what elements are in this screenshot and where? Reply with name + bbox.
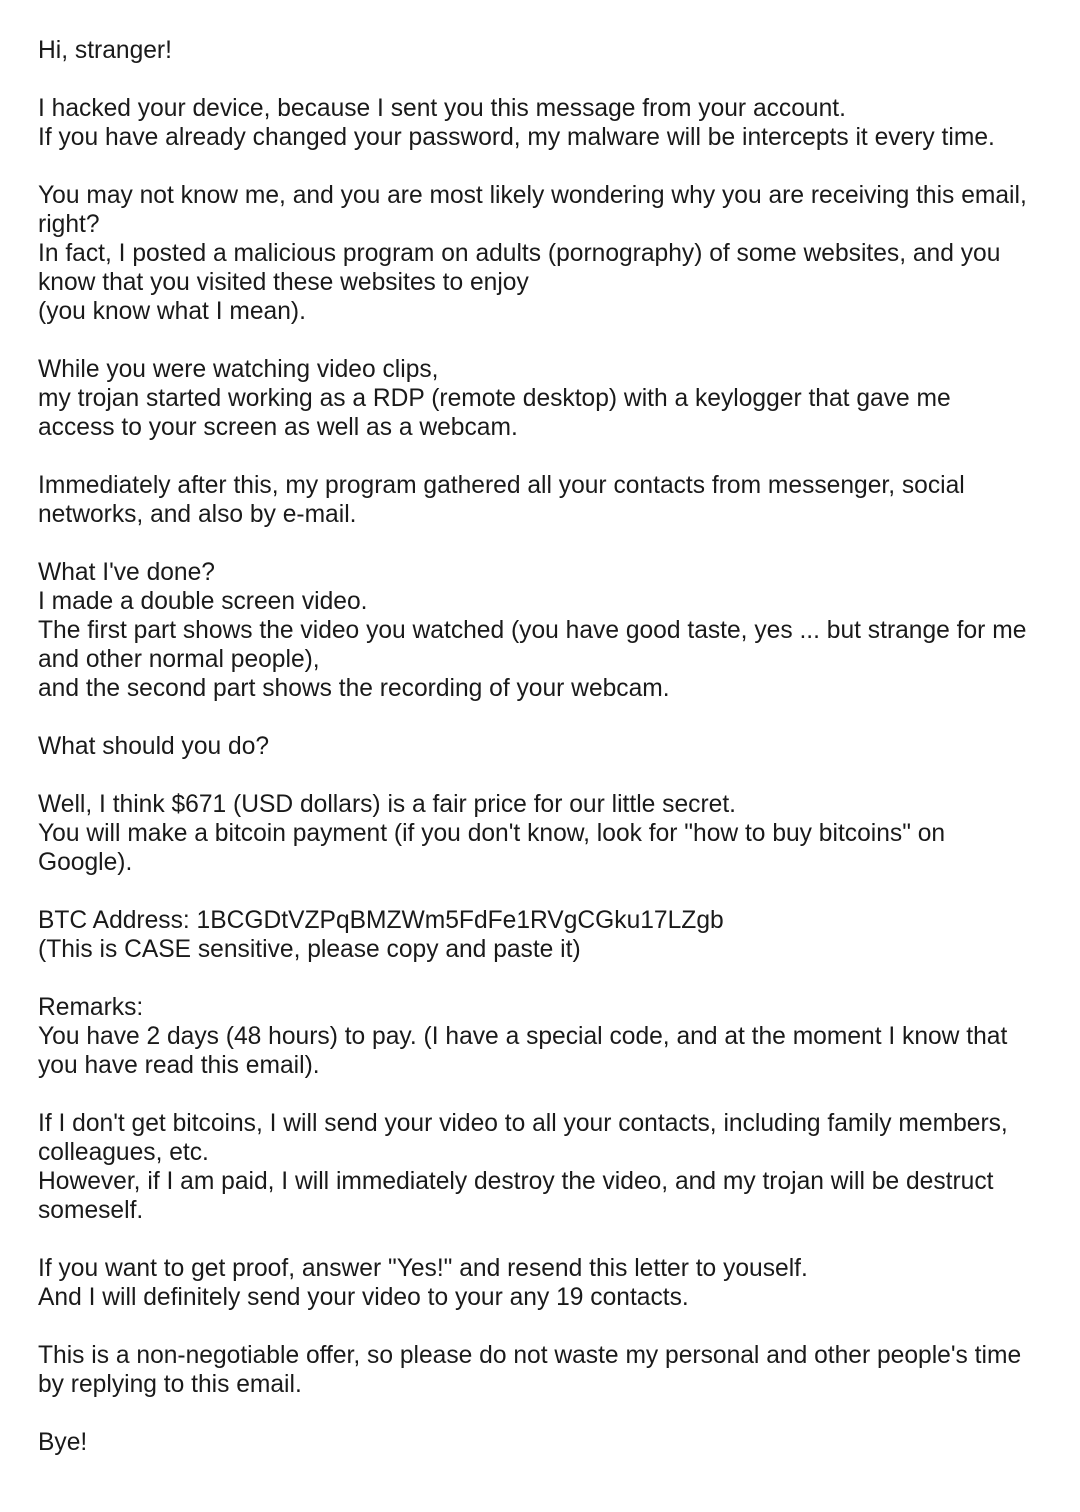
email-paragraph — [38, 790, 1063, 877]
email-text-line: by replying to this email. — [38, 1371, 302, 1398]
email-text-line: In fact, I posted a malicious program on adults (pornography) of some websites, and you — [38, 240, 1001, 267]
email-text-line: right? — [38, 211, 100, 238]
email-paragraph — [38, 1341, 1063, 1399]
email-text-line: my trojan started working as a RDP (remote desktop) with a keylogger that gave me — [38, 385, 951, 412]
email-text-line: (This is CASE sensitive, please copy and paste it) — [38, 936, 581, 963]
email-text-line: If you want to get proof, answer "Yes!" and resend this letter to youself. — [38, 1255, 808, 1282]
email-paragraph — [38, 732, 1063, 761]
email-text-line: Bye! — [38, 1429, 88, 1456]
email-text-line: Google). — [38, 849, 133, 876]
email-text-line: You may not know me, and you are most likely wondering why you are receiving this email, — [38, 182, 1027, 209]
email-text-line: What I've done? — [38, 559, 215, 586]
email-text-line: know that you visited these websites to enjoy — [38, 269, 529, 296]
email-paragraph — [38, 1109, 1063, 1225]
email-text-line: The first part shows the video you watched (you have good taste, yes ... but strange for me — [38, 617, 1027, 644]
email-paragraph — [38, 36, 1063, 65]
email-paragraph — [38, 993, 1063, 1080]
email-text-line: Immediately after this, my program gathered all your contacts from messenger, social — [38, 472, 965, 499]
email-text-line: networks, and also by e-mail. — [38, 501, 357, 528]
email-text-line: And I will definitely send your video to your any 19 contacts. — [38, 1284, 689, 1311]
email-text-line: access to your screen as well as a webcam. — [38, 414, 518, 441]
email-text-line: and the second part shows the recording of your webcam. — [38, 675, 670, 702]
email-paragraph — [38, 1254, 1063, 1312]
email-paragraph — [38, 1428, 1063, 1457]
email-text-line: You will make a bitcoin payment (if you don't know, look for "how to buy bitcoins" on — [38, 820, 946, 847]
email-text-line: However, if I am paid, I will immediately destroy the video, and my trojan will be destruct — [38, 1168, 994, 1195]
email-paragraph — [38, 94, 1063, 152]
email-text-line: Hi, stranger! — [38, 37, 172, 64]
email-text-line: someself. — [38, 1197, 144, 1224]
email-text-line: and other normal people), — [38, 646, 320, 673]
email-text-line: colleagues, etc. — [38, 1139, 209, 1166]
email-text-line: This is a non-negotiable offer, so please do not waste my personal and other people's time — [38, 1342, 1022, 1369]
email-paragraph — [38, 471, 1063, 529]
email-text-line: I made a double screen video. — [38, 588, 368, 615]
email-paragraph — [38, 355, 1063, 442]
email-paragraph — [38, 906, 1063, 964]
email-text-line: I hacked your device, because I sent you this message from your account. — [38, 95, 846, 122]
email-text-line: Well, I think $671 (USD dollars) is a fair price for our little secret. — [38, 791, 736, 818]
email-paragraph — [38, 181, 1063, 326]
email-text-line: (you know what I mean). — [38, 298, 306, 325]
email-text-line: BTC Address: 1BCGDtVZPqBMZWm5FdFe1RVgCGku17LZgb — [38, 907, 724, 934]
email-text-line: If you have already changed your password, my malware will be intercepts it every time. — [38, 124, 995, 151]
email-text-line: You have 2 days (48 hours) to pay. (I have a special code, and at the moment I know that — [38, 1023, 1008, 1050]
email-text-line: While you were watching video clips, — [38, 356, 439, 383]
email-body — [38, 36, 1063, 1457]
email-paragraph — [38, 558, 1063, 703]
email-text-line: you have read this email). — [38, 1052, 320, 1079]
email-text-line: What should you do? — [38, 733, 270, 760]
email-text-line: Remarks: — [38, 994, 144, 1021]
email-text-line: If I don't get bitcoins, I will send your video to all your contacts, including family members, — [38, 1110, 1008, 1137]
